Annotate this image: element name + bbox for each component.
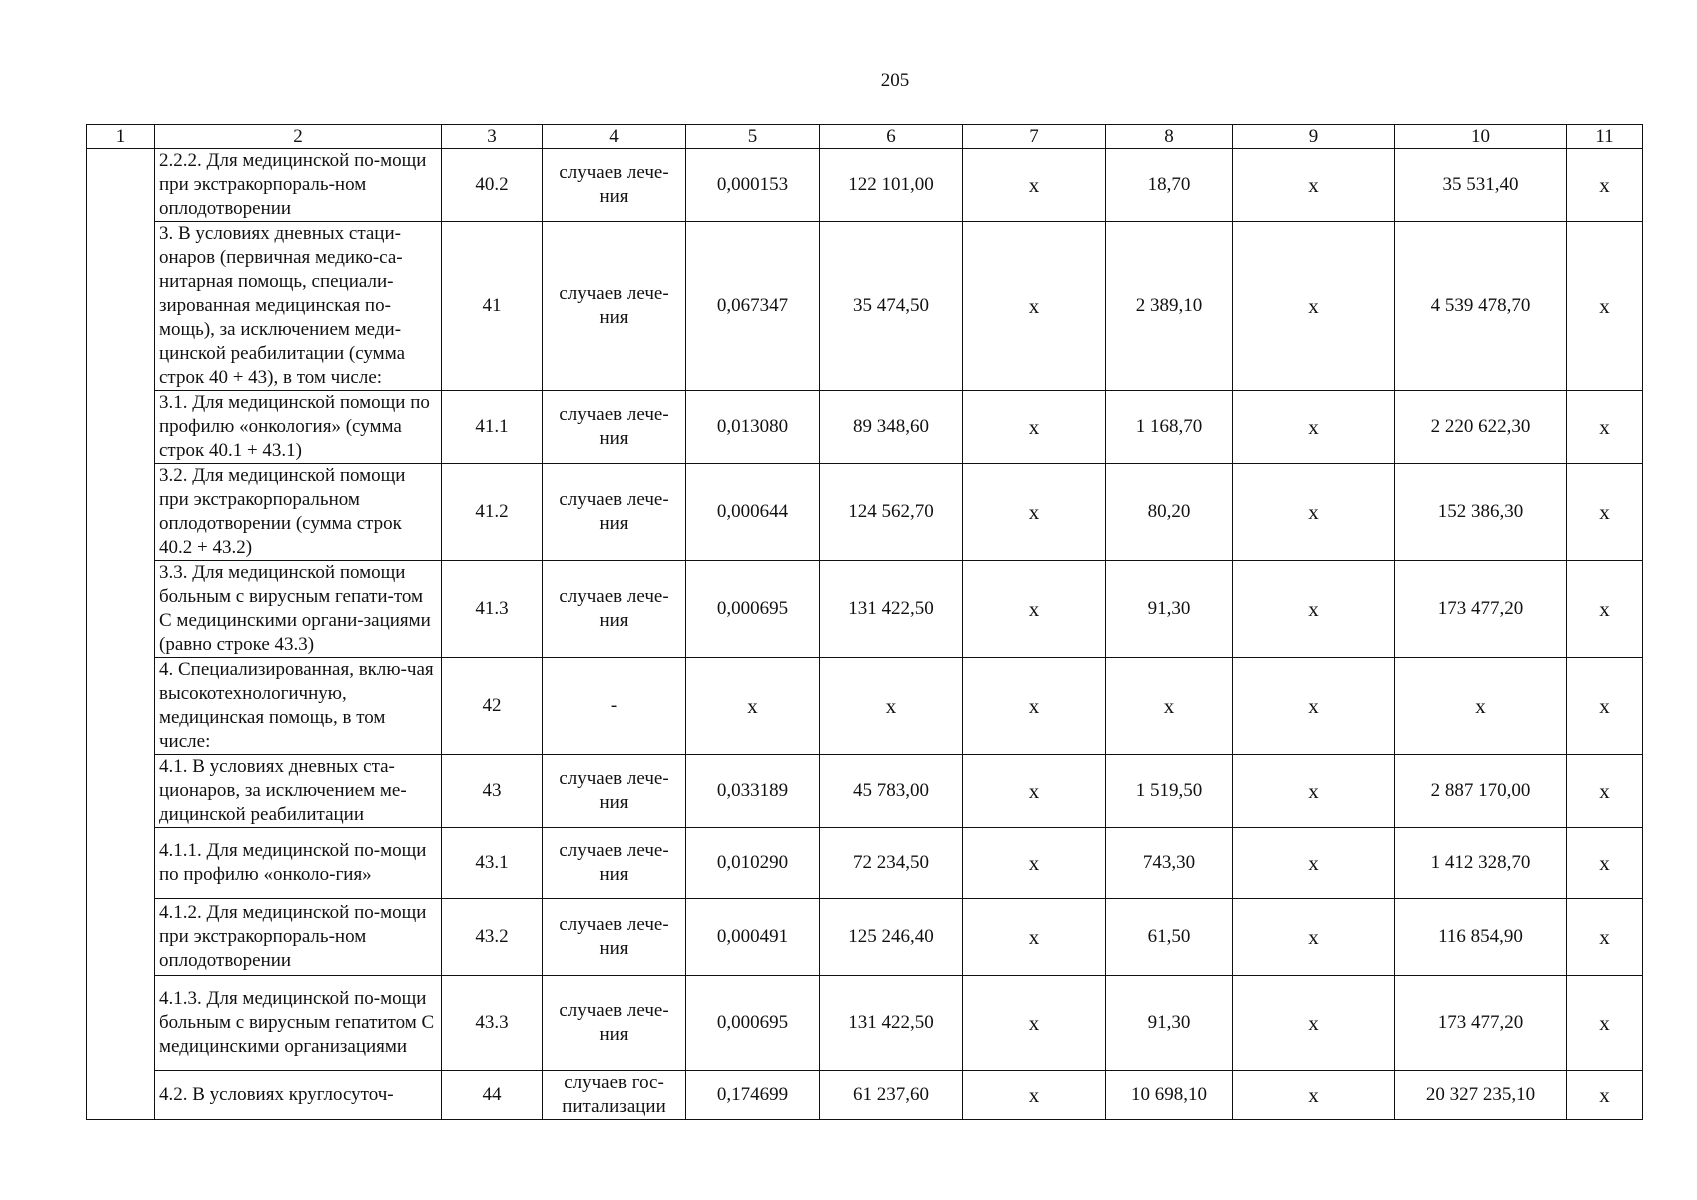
- table-row: [87, 391, 1643, 464]
- table-row: [87, 755, 1643, 828]
- col7-cell: х: [963, 899, 1106, 976]
- row-name-cell: 3.3. Для медицинской помощи больным с вирусным гепати-том С медицинскими органи-зациями (равно строке 43.3): [155, 561, 442, 658]
- col5-cell: 0,000491: [686, 899, 820, 976]
- col6-cell: 131 422,50: [820, 561, 963, 658]
- col8-cell: 10 698,10: [1106, 1071, 1233, 1120]
- row-code-cell: 40.2: [442, 149, 543, 222]
- column-header-3: 3: [442, 125, 543, 149]
- row-code-cell: 43.3: [442, 976, 543, 1071]
- col10-cell: 116 854,90: [1395, 899, 1567, 976]
- table-row: [87, 828, 1643, 899]
- col7-cell: х: [963, 222, 1106, 391]
- col11-cell: х: [1567, 561, 1643, 658]
- col5-cell: х: [686, 658, 820, 755]
- col10-cell: 1 412 328,70: [1395, 828, 1567, 899]
- column-header-11: 11: [1567, 125, 1643, 149]
- row-code-cell: 43.2: [442, 899, 543, 976]
- col11-cell: х: [1567, 149, 1643, 222]
- col5-cell: 0,000644: [686, 464, 820, 561]
- row-code-cell: 41: [442, 222, 543, 391]
- col10-cell: 2 220 622,30: [1395, 391, 1567, 464]
- col6-cell: 131 422,50: [820, 976, 963, 1071]
- col9-cell: х: [1233, 976, 1395, 1071]
- column-header-5: 5: [686, 125, 820, 149]
- column-header-1: 1: [87, 125, 155, 149]
- col8-cell: 2 389,10: [1106, 222, 1233, 391]
- col6-cell: 35 474,50: [820, 222, 963, 391]
- col7-cell: х: [963, 828, 1106, 899]
- row-name-cell: 4.2. В условиях круглосуточ-: [155, 1071, 442, 1120]
- col8-cell: 80,20: [1106, 464, 1233, 561]
- table-row: [87, 1071, 1643, 1120]
- row-code-cell: 41.1: [442, 391, 543, 464]
- col7-cell: х: [963, 755, 1106, 828]
- col7-cell: х: [963, 391, 1106, 464]
- row-unit-cell: случаев гос-питализации: [543, 1071, 686, 1120]
- col8-cell: 91,30: [1106, 976, 1233, 1071]
- col9-cell: х: [1233, 658, 1395, 755]
- col10-cell: х: [1395, 658, 1567, 755]
- column-header-10: 10: [1395, 125, 1567, 149]
- col10-cell: 2 887 170,00: [1395, 755, 1567, 828]
- col8-cell: 91,30: [1106, 561, 1233, 658]
- col11-cell: х: [1567, 222, 1643, 391]
- col5-cell: 0,013080: [686, 391, 820, 464]
- row-name-cell: 4.1. В условиях дневных ста-ционаров, за исключением ме-дицинской реабилитации: [155, 755, 442, 828]
- col8-cell: 1 519,50: [1106, 755, 1233, 828]
- col9-cell: х: [1233, 561, 1395, 658]
- col8-cell: 61,50: [1106, 899, 1233, 976]
- col6-cell: 125 246,40: [820, 899, 963, 976]
- col10-cell: 4 539 478,70: [1395, 222, 1567, 391]
- col5-cell: 0,000153: [686, 149, 820, 222]
- col11-cell: х: [1567, 658, 1643, 755]
- col9-cell: х: [1233, 755, 1395, 828]
- row-name-cell: 3.1. Для медицинской помощи по профилю «онкология» (сумма строк 40.1 + 43.1): [155, 391, 442, 464]
- col10-cell: 20 327 235,10: [1395, 1071, 1567, 1120]
- col11-cell: х: [1567, 828, 1643, 899]
- row-name-cell: 4.1.1. Для медицинской по-мощи по профилю «онколо-гия»: [155, 828, 442, 899]
- col9-cell: х: [1233, 149, 1395, 222]
- col7-cell: х: [963, 149, 1106, 222]
- col9-cell: х: [1233, 464, 1395, 561]
- row-unit-cell: случаев лече-ния: [543, 391, 686, 464]
- col8-cell: 743,30: [1106, 828, 1233, 899]
- row-unit-cell: случаев лече-ния: [543, 222, 686, 391]
- row-unit-cell: случаев лече-ния: [543, 755, 686, 828]
- table-row: [87, 222, 1643, 391]
- col11-cell: х: [1567, 391, 1643, 464]
- col11-cell: х: [1567, 464, 1643, 561]
- col8-cell: х: [1106, 658, 1233, 755]
- col9-cell: х: [1233, 899, 1395, 976]
- row-code-cell: 41.2: [442, 464, 543, 561]
- row-code-cell: 43.1: [442, 828, 543, 899]
- column-header-9: 9: [1233, 125, 1395, 149]
- col6-cell: 72 234,50: [820, 828, 963, 899]
- table-row: [87, 658, 1643, 755]
- row-name-cell: 4.1.3. Для медицинской по-мощи больным с вирусным гепатитом С медицинскими организациями: [155, 976, 442, 1071]
- col9-cell: х: [1233, 828, 1395, 899]
- row-code-cell: 42: [442, 658, 543, 755]
- row-code-cell: 43: [442, 755, 543, 828]
- row-name-cell: 3. В условиях дневных стаци-онаров (первичная медико-са-нитарная помощь, специали-зированная медицинская по-мощь), за исключением меди-цинской реабилитации (сумма строк 40 + 43), в том числе:: [155, 222, 442, 391]
- table-row: [87, 561, 1643, 658]
- data-table: [86, 124, 1643, 1120]
- col8-cell: 18,70: [1106, 149, 1233, 222]
- header-row: [87, 125, 1643, 149]
- table-row: [87, 899, 1643, 976]
- col7-cell: х: [963, 1071, 1106, 1120]
- row-unit-cell: случаев лече-ния: [543, 899, 686, 976]
- column-header-7: 7: [963, 125, 1106, 149]
- col5-cell: 0,067347: [686, 222, 820, 391]
- col9-cell: х: [1233, 222, 1395, 391]
- row-unit-cell: случаев лече-ния: [543, 149, 686, 222]
- col8-cell: 1 168,70: [1106, 391, 1233, 464]
- col5-cell: 0,000695: [686, 561, 820, 658]
- col7-cell: х: [963, 561, 1106, 658]
- col11-cell: х: [1567, 1071, 1643, 1120]
- col7-cell: х: [963, 976, 1106, 1071]
- row-unit-cell: случаев лече-ния: [543, 464, 686, 561]
- page-number: 205: [880, 70, 910, 91]
- col11-cell: х: [1567, 976, 1643, 1071]
- col9-cell: х: [1233, 1071, 1395, 1120]
- row-name-cell: 4.1.2. Для медицинской по-мощи при экстракорпораль-ном оплодотворении: [155, 899, 442, 976]
- col6-cell: 45 783,00: [820, 755, 963, 828]
- col11-cell: х: [1567, 899, 1643, 976]
- col5-cell: 0,000695: [686, 976, 820, 1071]
- col5-cell: 0,174699: [686, 1071, 820, 1120]
- col5-cell: 0,010290: [686, 828, 820, 899]
- row-name-cell: 3.2. Для медицинской помощи при экстракорпоральном оплодотворении (сумма строк 40.2 + 43.2): [155, 464, 442, 561]
- col7-cell: х: [963, 464, 1106, 561]
- row-code-cell: 41.3: [442, 561, 543, 658]
- row-unit-cell: -: [543, 658, 686, 755]
- column-header-6: 6: [820, 125, 963, 149]
- row-code-cell: 44: [442, 1071, 543, 1120]
- col11-cell: х: [1567, 755, 1643, 828]
- table-row: [87, 464, 1643, 561]
- col9-cell: х: [1233, 391, 1395, 464]
- row-unit-cell: случаев лече-ния: [543, 828, 686, 899]
- column-header-2: 2: [155, 125, 442, 149]
- table-row: [87, 149, 1643, 222]
- column-header-4: 4: [543, 125, 686, 149]
- col5-cell: 0,033189: [686, 755, 820, 828]
- row-unit-cell: случаев лече-ния: [543, 976, 686, 1071]
- col10-cell: 152 386,30: [1395, 464, 1567, 561]
- col10-cell: 173 477,20: [1395, 561, 1567, 658]
- col10-cell: 35 531,40: [1395, 149, 1567, 222]
- row-name-cell: 2.2.2. Для медицинской по-мощи при экстракорпораль-ном оплодотворении: [155, 149, 442, 222]
- column-1-blank-cell: [87, 149, 155, 1120]
- col6-cell: 124 562,70: [820, 464, 963, 561]
- col10-cell: 173 477,20: [1395, 976, 1567, 1071]
- col7-cell: х: [963, 658, 1106, 755]
- column-header-8: 8: [1106, 125, 1233, 149]
- col6-cell: х: [820, 658, 963, 755]
- row-name-cell: 4. Специализированная, вклю-чая высокотехнологичную, медицинская помощь, в том числе:: [155, 658, 442, 755]
- row-unit-cell: случаев лече-ния: [543, 561, 686, 658]
- col6-cell: 89 348,60: [820, 391, 963, 464]
- table-row: [87, 976, 1643, 1071]
- col6-cell: 61 237,60: [820, 1071, 963, 1120]
- col6-cell: 122 101,00: [820, 149, 963, 222]
